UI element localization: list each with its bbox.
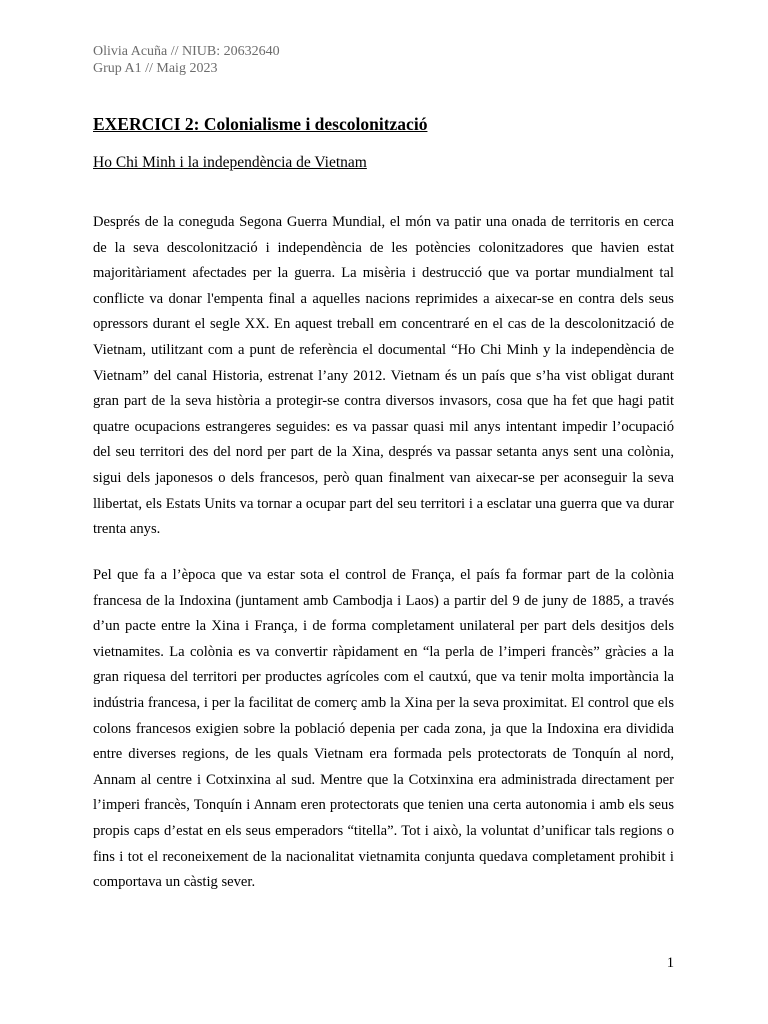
page-number: 1 (666, 955, 674, 971)
body-paragraph-1: Després de la coneguda Segona Guerra Mundial, el món va patir una onada de territoris en cerca de la seva descolonització i independència de les potències colonitzadores que havien estat majoritàriament afectades per la guerra. La misèria i destrucció que va portar mundialment tal conflicte va donar l'empenta final a aquelles nacions reprimides a aixecar-se en contra dels seus opressors durant el segle XX. En aquest treball em concentraré en el cas de la descolonització de Vietnam, utilitzant com a punt de referència el documental “Ho Chi Minh y la independència de Vietnam” del canal Historia, estrenat l’any 2012. Vietnam és un país que s’ha vist obligat durant gran part de la seva història a protegir-se contra diversos invasors, cosa que ha fet que hagi patit quatre ocupacions estrangeres seguides: es va passar quasi mil anys intentant impedir l’ocupació del seu territori des del nord per part de la Xina, després va passar setanta anys sent una colònia, sigui dels japonesos o dels francesos, però quan finalment van aixecar-se per aconseguir la seva llibertat, els Estats Units va tornar a ocupar part del seu territori i a esclatar una guerra que va durar trenta anys. (93, 214, 674, 538)
document-title: EXERCICI 2: Colonialisme i descolonització (93, 114, 428, 134)
document-subtitle: Ho Chi Minh i la independència de Vietnam (93, 154, 367, 171)
document-header (93, 43, 280, 77)
header-author-line: Olivia Acuña // NIUB: 20632640 (93, 44, 280, 59)
body-paragraph-2: Pel que fa a l’època que va estar sota el control de França, el país fa formar part de la colònia francesa de la Indoxina (juntament amb Cambodja i Laos) a partir del 9 de juny de 1885, a través d’un pacte entre la Xina i França, i de forma completament unilateral per part dels desitjos dels vietnamites. La colònia es va convertir ràpidament en “la perla de l’imperi francès” gràcies a la gran riquesa del territori per productes agrícoles com el cautxú, que va tenir molta importància la indústria francesa, i per la facilitat de comerç amb la Xina per la seva proximitat. El control que els colons francesos exigien sobre la població depenia per cada zona, ja que la Indoxina era dividida entre diverses regions, de les quals Vietnam era formada pels protectorats de Tonquín al nord, Annam al centre i Cotxinxina al sud. Mentre que la Cotxinxina era administrada directament per l’imperi francès, Tonquín i Annam eren protectorats que tenien una certa autonomia i amb els seus propis caps d’estat en els seus emperadors “titella”. Tot i això, la voluntat d’unificar tals regions o fins i tot el reconeixement de la nacionalitat vietnamita conjunta quedava completament prohibit i comportava un càstig sever. (93, 567, 674, 891)
header-group-line: Grup A1 // Maig 2023 (93, 61, 218, 76)
